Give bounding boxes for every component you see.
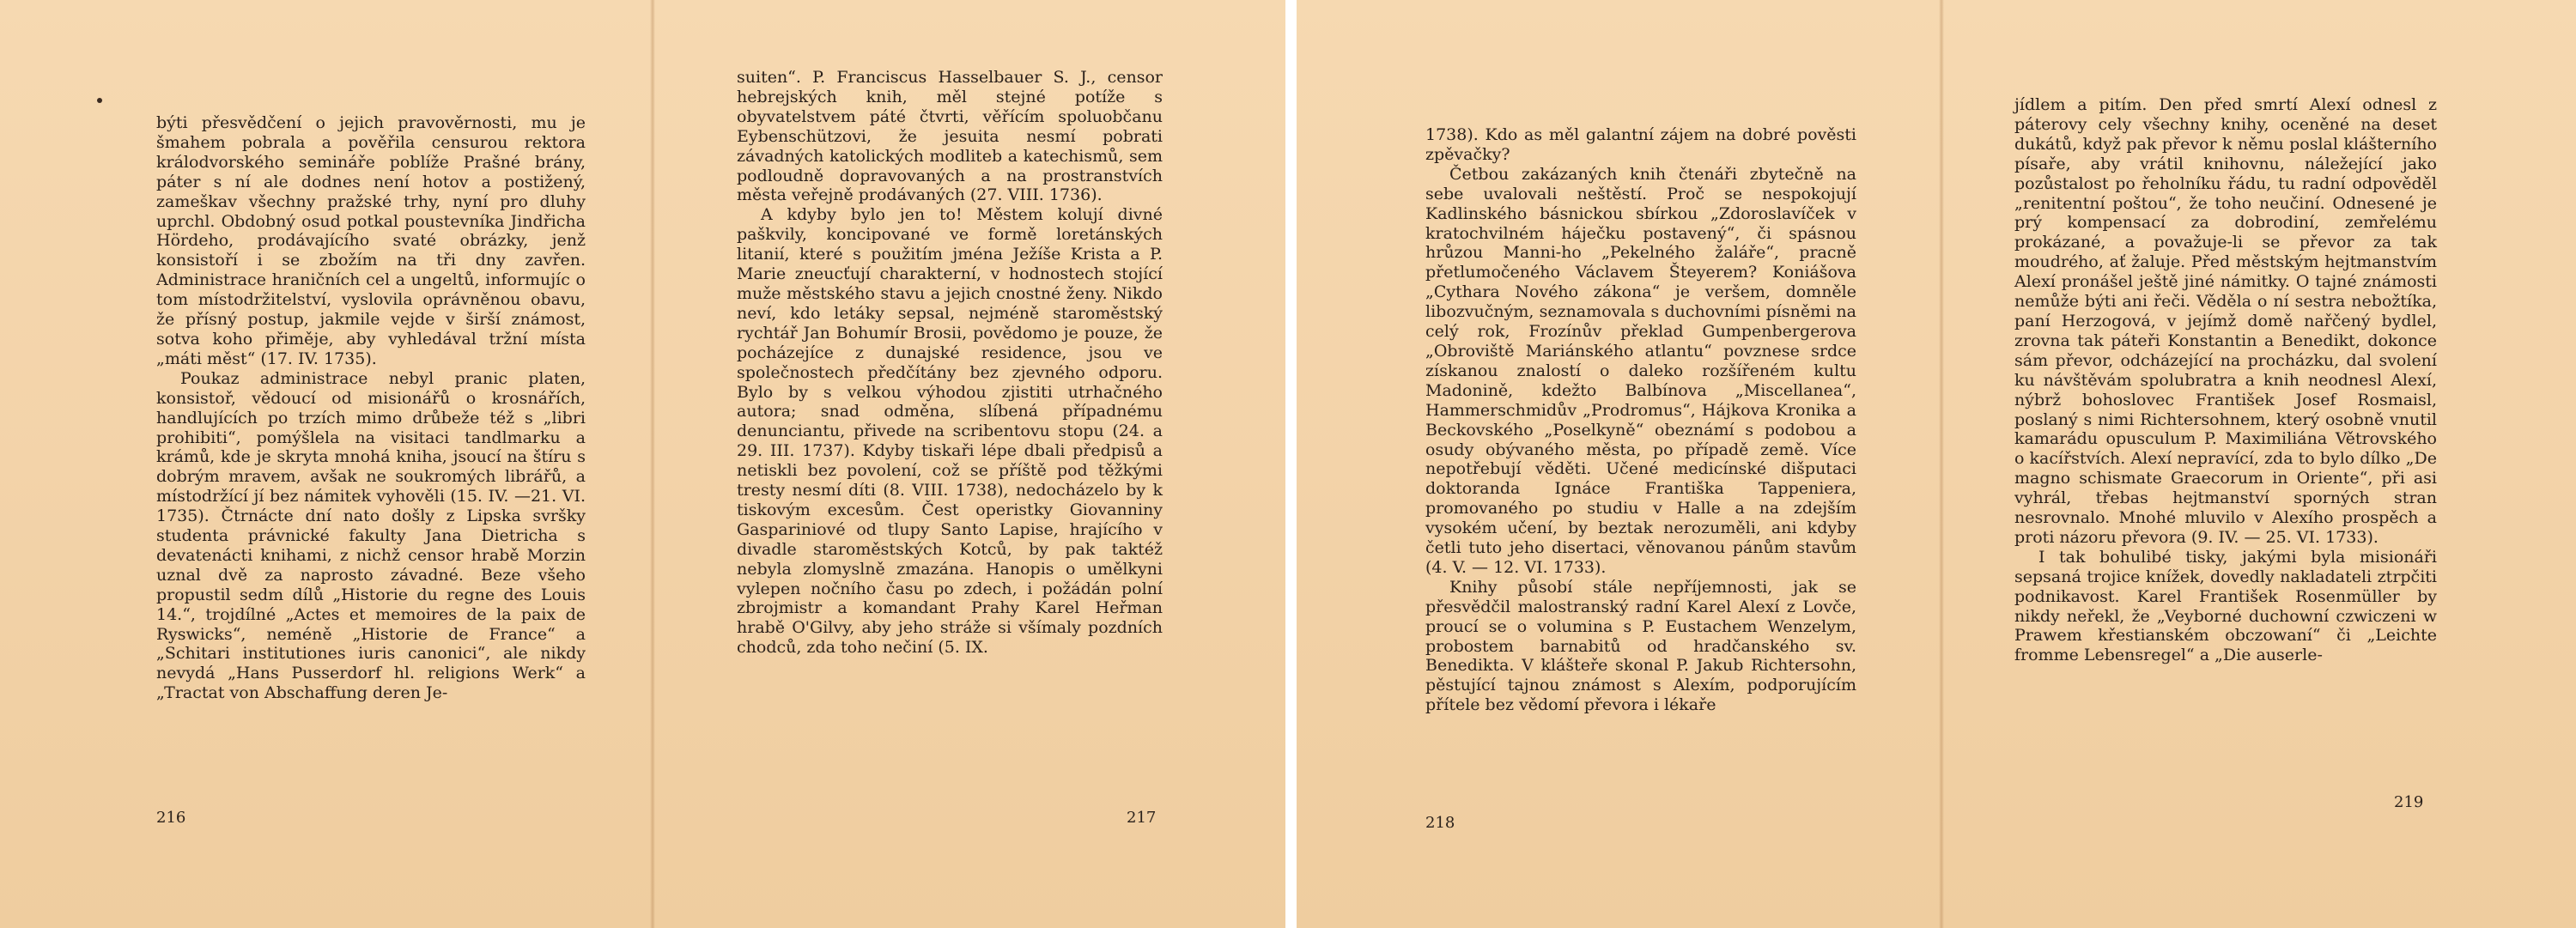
paragraph: jídlem a pitím. Den před smrtí Alexí odnesl z páterovy cely všechny knihy, oceněné na deset dukátů, když pak převor k němu poslal klášterního písaře, aby vrátil knihovnu, náležející jako pozůstalost po řeholníku řádu, tu radní odpověděl „renitentní poštou“, že toho neučiní. Odnesené je prý kompensací za dobrodiní, zemřelému prokázané, a považuje-li se převor za tak moudrého, ať žaluje. Před městským hejtmanstvím Alexí pronášel ještě jiné námitky. O tajné známosti nemůže býti ani řeči. Věděla o ní sestra nebožtíka, paní Herzogová, v jejímž domě nařčený bydlel, zrovna tak páteři Konstantin a Benedikt, dokonce sám převor, odcházející na procházku, dal svolení ku návštěvám spolubratra a knih neodnesl Alexí, nýbrž bohoslovec František Josef Rosmaisl, poslaný s nimi Richtersohnem, který osobně vnutil kamarádu opusculum P. Maximiliána Větrovského o kacířstvích. Alexí nepravící, zda to bylo dílko „De magno schismate Graecorum in Oriente“, při asi vyhrál, třebas hejtmanství sporných stran nesrovnalo. Mnohé mluvilo v Alexího prospěch a proti názoru převora (9. IV. — 25. VI. 1733). [2014, 95, 2437, 547]
paragraph: 1738). Kdo as měl galantní zájem na dobré pověsti zpěvačky? [1425, 125, 1856, 164]
page-number: 218 [1425, 814, 1455, 832]
gutter-fold [650, 0, 655, 928]
paragraph: Knihy působí stále nepříjemnosti, jak se přesvědčil malostranský radní Karel Alexí z Lovče, proucí se o volumina s P. Eustachem Wenzelym, probostem barnabitů od hradčanského sv. Benedikta. V klášteře skonal P. Jakub Richtersohn, pěstující tajnou známost s Alexím, podporujícím přítele bez vědomí převora i lékaře [1425, 577, 1856, 715]
page-216-text [156, 113, 586, 703]
scan-spread-left [0, 0, 1285, 928]
page-number: 216 [156, 809, 186, 827]
paragraph: býti přesvědčení o jejich pravověrnosti, mu je šmahem pobrala a pověřila censurou rektora králodvorského semináře poblíže Prašné brány, páter s ní ale dodnes není hotov a postižený, zameškav všechny pražské trhy, nyní pro dluhy uprchl. Obdobný osud potkal poustevníka Jindřicha Hördeho, prodávajícího svaté obrázky, jenž konsistoří i se zbožím na tři dny zavřen. Administrace hraničních cel a ungeltů, informujíc o tom místodržitelství, vyslovila oprávněnou obavu, že přísný postup, jakmile vejde v širší známost, sotva koho přiměje, aby vyhledával tržní místa „máti měst“ (17. IV. 1735). [156, 113, 586, 368]
paragraph: suiten“. P. Franciscus Hasselbauer S. J., censor hebrejských knih, měl stejné potíže s obyvatelstvem páté čtvrti, věřícím spoluobčanu Eybenschützovi, že jesuita nesmí pobrati závadných katolických modliteb a katechismů, sem podloudně dopravovaných a na prostranstvích města veřejně prodávaných (27. VIII. 1736). [737, 68, 1163, 205]
paragraph: Četbou zakázaných knih čtenáři zbytečně na sebe uvalovali neštěstí. Proč se nespokojují Kadlinského básnickou sbírkou „Zdoroslavíček v kratochvilném háječku postavený“, či spásnou hrůzou Manni-ho „Pekelného žaláře“, pracně přetlumočeného Václavem Šteyerem? Koniášova „Cythara Nového zákona“ je veršem, domněle libozvučným, seznamovala s duchovními písněmi na celý rok, Frozínův překlad Gumpenbergerova „Obroviště Mariánského atlantu“ povznese srdce získanou znalostí o daleko rozšířeném kultu Madonině, kdežto Balbínova „Miscellanea“, Hammerschmidův „Prodromus“, Hájkova Kronika a Beckovského „Poselkyně“ obeznámí s podobou a osudy obývaného města, po případě země. Více nepotřebují věděti. Učené medicínské dišputaci doktoranda Ignáce Františka Tappeniera, promovaného po studiu v Halle a na zdejším vysokém učení, by beztak nerozuměli, ani kdyby četli tuto jeho disertaci, věnovanou pánům stavům (4. V. — 12. VI. 1733). [1425, 164, 1856, 577]
page-number: 217 [1127, 809, 1157, 827]
page-217-text [737, 68, 1163, 658]
page-number: 219 [2394, 793, 2424, 811]
paragraph: A kdyby bylo jen to! Městem kolují divné paškvily, koncipované ve formě loretánských litanií, které s použitím jména Ježíše Krista a P. Marie zneucťují charakterní, v hodnostech stojící muže městského stavu a jejich cnostné ženy. Nikdo neví, kdo letáky sepsal, nejméně staroměstský rychtář Jan Bohumír Brosii, povědomo je pouze, že pocházejíce z dunajské residence, jsou ve společnostech předčítány bez zjevného odporu. Bylo by s velkou výhodou zjistiti utrhačného autora; snad odměna, slíbená případnému denunciantu, přivede na scribentovu stopu (24. a 29. III. 1737). Kdyby tiskaři lépe dbali předpisů a netiskli bez povolení, což se příště pod těžkými tresty nesmí díti (8. VIII. 1738), nedocházelo by k tiskovým excesům. Čest operistky Giovanniny Gaspariniové od tlupy Santo Lapise, hrajícího v divadle staroměstských Kotců, by pak taktéž nebyla zlomyslně zmazána. Hanopis o umělkyni vylepen nočního času po zdech, i požádán polní zbrojmistr a komandant Prahy Karel Heřman hrabě O'Gilvy, aby jeho stráže si všímaly pozdních chodců, zda toho nečiní (5. IX. [737, 205, 1163, 658]
scan-spread-right [1297, 0, 2576, 928]
page-218-text [1425, 125, 1856, 715]
gutter-fold [1939, 0, 1944, 928]
ink-dot [97, 98, 102, 103]
paragraph: I tak bohulibé tisky, jakými byla misionáři sepsaná trojice knížek, dovedly nakladateli ztrpčiti podnikavost. Karel František Rosenmüller by nikdy neřekl, že „Veyborné duchowní czwiczeni w Prawem křestianském obczowaní“ či „Leichte fromme Lebensregel“ a „Die auserle- [2014, 547, 2437, 665]
paragraph: Poukaz administrace nebyl pranic platen, konsistoř, vědoucí od misionářů o krosnářích, handlujících po trzích mimo drůbeže též s „libri prohibiti“, pomýšlela na visitaci tandlmarku a krámů, kde je skryta mnohá kniha, jsoucí na štíru s dobrým mravem, avšak ne soukromých librářů, a místodržící jí bez námitek vyhověli (15. IV. —21. VI. 1735). Čtrnácte dní nato došly z Lipska svršky studenta právnické fakulty Jana Dietricha s devatenácti knihami, z nichž censor hrabě Morzin uznal dvě za naprosto závadné. Beze všeho propustil sedm dílů „Historie du regne des Louis 14.“, trojdílné „Actes et memoires de la paix de Ryswicks“, neméně „Historie de France“ a „Schitari institutiones iuris canonici“, ale nikdy nevydá „Hans Pusserdorf hl. religions Werk“ a „Tractat von Abschaffung deren Je- [156, 368, 586, 703]
page-219-text [2014, 95, 2437, 665]
